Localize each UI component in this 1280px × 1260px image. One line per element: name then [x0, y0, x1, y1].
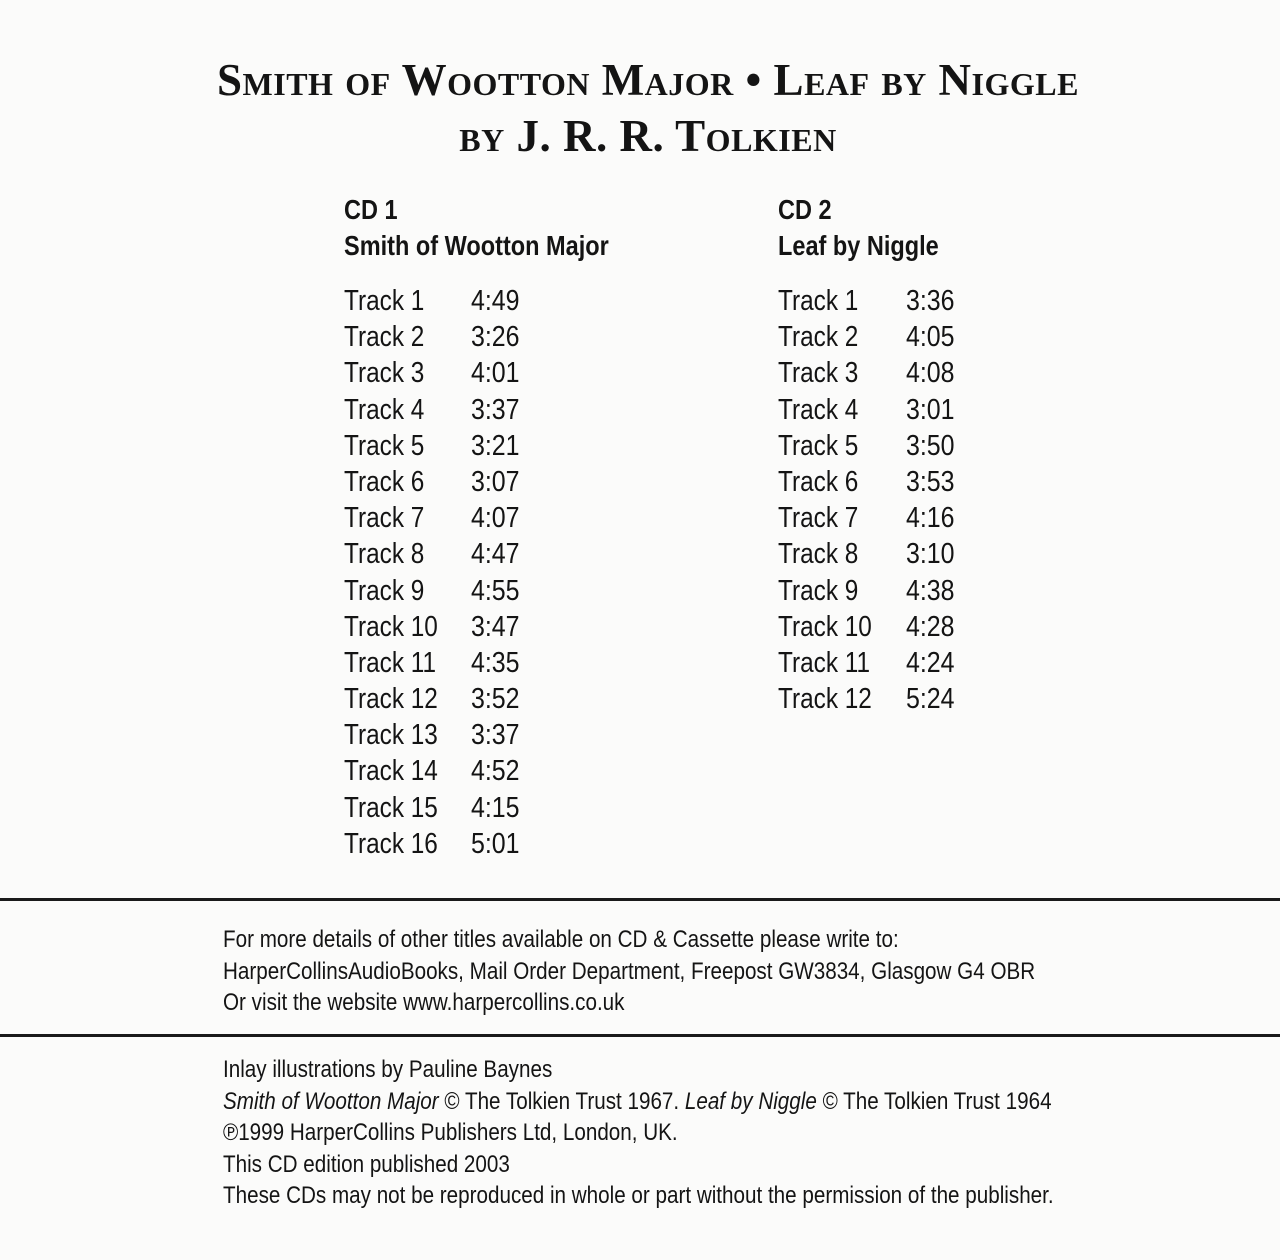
track-name: Track 6: [778, 465, 859, 498]
track-name: Track 7: [344, 502, 425, 535]
track-duration: 5:24: [906, 683, 955, 716]
track-name: Track 9: [344, 574, 425, 607]
cd1-title: Smith of Wootton Major: [344, 230, 609, 261]
track-name: Track 15: [344, 791, 438, 824]
track-duration: 4:01: [471, 357, 520, 390]
track-name: Track 2: [778, 321, 859, 354]
track-row: [778, 428, 969, 464]
track-name: Track 7: [778, 502, 859, 535]
copyright-title-1: Smith of Wootton Major: [223, 1087, 439, 1115]
track-duration: 3:53: [906, 465, 955, 498]
track-name: Track 6: [344, 465, 425, 498]
track-row: [778, 464, 969, 500]
illustration-credit: Inlay illustrations by Pauline Baynes: [223, 1056, 553, 1083]
track-duration: 4:35: [471, 646, 520, 679]
track-duration: 4:38: [906, 574, 955, 607]
main-title: Smith of Wootton Major • Leaf by Niggle: [217, 55, 1079, 105]
track-duration: 3:07: [471, 465, 520, 498]
cd2-column: [778, 192, 969, 717]
track-row: [344, 790, 659, 826]
track-row: [778, 355, 969, 391]
copyright-title-2: Leaf by Niggle: [684, 1087, 817, 1115]
track-duration: 3:01: [906, 393, 955, 426]
copyright-line: [223, 1086, 1054, 1118]
track-duration: 4:49: [471, 285, 520, 317]
track-duration: 4:47: [471, 538, 520, 571]
cd1-column: [344, 192, 659, 862]
track-name: Track 8: [344, 538, 425, 571]
copyright-text-2: © The Tolkien Trust 1964: [816, 1087, 1052, 1115]
copyright-text-1: © The Tolkien Trust 1967.: [438, 1087, 685, 1115]
track-duration: 3:52: [471, 683, 520, 716]
track-name: Track 2: [344, 321, 425, 354]
track-row: [344, 500, 659, 536]
cd2-label: CD 2: [778, 194, 832, 225]
track-row: [778, 536, 969, 572]
track-duration: 3:36: [906, 285, 955, 317]
track-name: Track 12: [344, 683, 438, 716]
track-row: [778, 609, 969, 645]
info-address: HarperCollinsAudioBooks, Mail Order Department, Freepost GW3834, Glasgow G4 OBR: [223, 957, 1036, 985]
phonogram-line: ℗1999 HarperCollins Publishers Ltd, London, UK.: [223, 1119, 678, 1147]
track-name: Track 5: [778, 429, 859, 462]
track-row: [344, 609, 659, 645]
track-name: Track 10: [778, 610, 872, 643]
track-name: Track 16: [344, 827, 438, 860]
track-duration: 4:08: [906, 357, 955, 390]
ordering-info: [223, 924, 1167, 1019]
track-row: [344, 717, 659, 753]
cd2-title: Leaf by Niggle: [778, 230, 939, 261]
track-duration: 4:52: [471, 755, 520, 788]
track-row: [344, 753, 659, 789]
track-row: [344, 536, 659, 572]
info-website: Or visit the website www.harpercollins.co.uk: [223, 989, 625, 1017]
cd2-track-list: [778, 283, 969, 717]
track-name: Track 10: [344, 610, 438, 643]
track-row: [778, 573, 969, 609]
track-row: [344, 681, 659, 717]
track-row: [344, 826, 659, 862]
track-duration: 3:47: [471, 610, 520, 643]
track-name: Track 11: [778, 646, 871, 679]
track-row: [344, 392, 659, 428]
track-row: [344, 283, 659, 319]
track-name: Track 14: [344, 755, 438, 788]
track-duration: 4:05: [906, 321, 955, 354]
track-duration: 3:26: [471, 321, 520, 354]
rights-line: These CDs may not be reproduced in whole or part without the permission of the publisher.: [223, 1182, 1054, 1210]
track-duration: 3:37: [471, 719, 520, 752]
track-duration: 4:55: [471, 574, 520, 607]
title-block: [0, 52, 1280, 164]
track-row: [778, 645, 969, 681]
track-duration: 3:10: [906, 538, 955, 571]
track-row: [778, 392, 969, 428]
track-row: [344, 645, 659, 681]
divider-bottom: [0, 1034, 1280, 1037]
cd1-track-list: [344, 283, 659, 862]
track-name: Track 3: [344, 357, 425, 390]
info-line: For more details of other titles available on CD & Cassette please write to:: [223, 926, 899, 953]
edition-line: This CD edition published 2003: [223, 1150, 510, 1178]
track-name: Track 1: [344, 285, 425, 317]
track-name: Track 11: [344, 646, 437, 679]
track-row: [344, 319, 659, 355]
track-duration: 4:07: [471, 502, 520, 535]
track-row: [778, 283, 969, 319]
track-duration: 3:50: [906, 429, 955, 462]
track-row: [344, 428, 659, 464]
track-name: Track 3: [778, 357, 859, 390]
track-row: [344, 355, 659, 391]
credits: [223, 1054, 1189, 1212]
track-row: [778, 319, 969, 355]
track-duration: 4:24: [906, 646, 955, 679]
track-name: Track 13: [344, 719, 438, 752]
track-name: Track 9: [778, 574, 859, 607]
track-duration: 4:15: [471, 791, 520, 824]
author-line: by J. R. R. Tolkien: [459, 111, 837, 161]
track-duration: 3:37: [471, 393, 520, 426]
track-name: Track 4: [344, 393, 425, 426]
track-duration: 3:21: [471, 429, 520, 462]
divider-top: [0, 898, 1280, 901]
track-row: [344, 464, 659, 500]
track-name: Track 8: [778, 538, 859, 571]
cd1-label: CD 1: [344, 194, 398, 225]
track-row: [344, 573, 659, 609]
track-duration: 4:16: [906, 502, 955, 535]
track-name: Track 1: [778, 285, 859, 317]
track-row: [778, 500, 969, 536]
track-duration: 5:01: [471, 827, 520, 860]
track-name: Track 5: [344, 429, 425, 462]
track-row: [778, 681, 969, 717]
track-name: Track 4: [778, 393, 859, 426]
track-duration: 4:28: [906, 610, 955, 643]
track-name: Track 12: [778, 683, 872, 716]
